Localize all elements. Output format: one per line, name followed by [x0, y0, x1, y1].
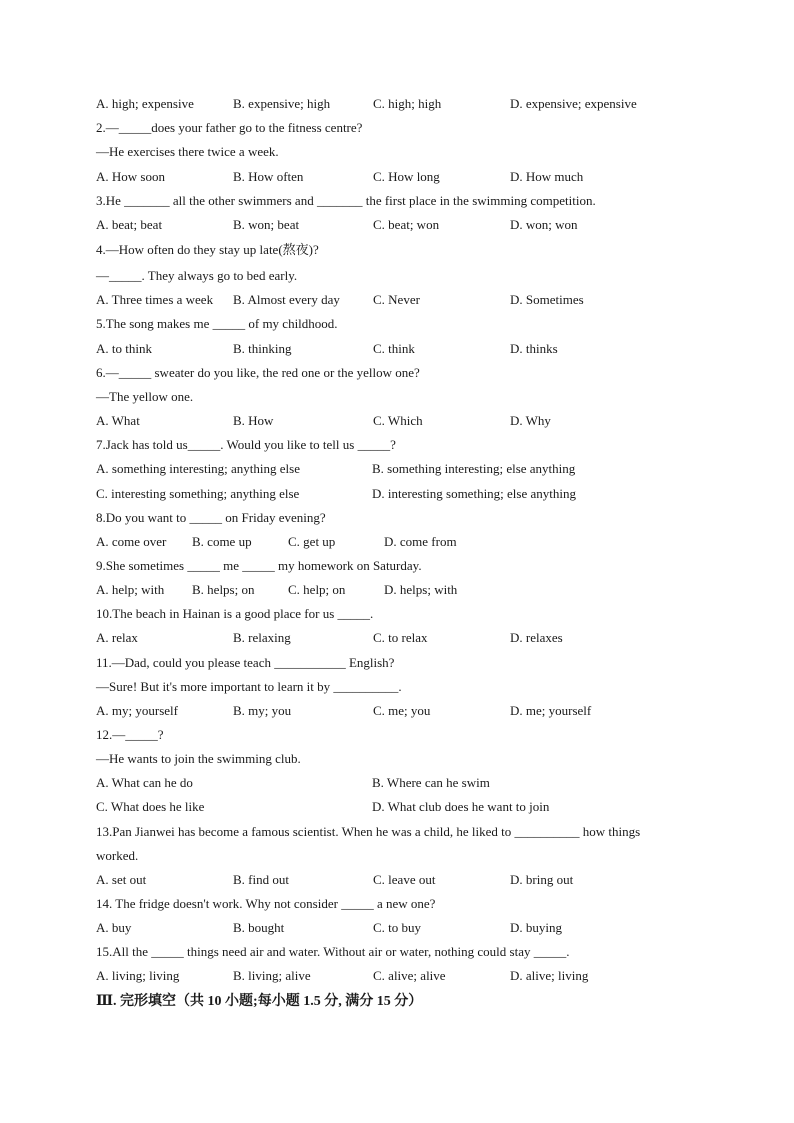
q11-option-c: C. me; you — [373, 703, 431, 718]
q10-option-d: D. relaxes — [510, 630, 563, 645]
q1-option-d: D. expensive; expensive — [510, 96, 637, 111]
q2-option-a: A. How soon — [96, 169, 165, 184]
q5-option-a: A. to think — [96, 341, 152, 356]
q5-option-b: B. thinking — [233, 341, 292, 356]
q4-option-c: C. Never — [373, 292, 420, 307]
q11-stem: 11.—Dad, could you please teach ___________ English? — [96, 655, 395, 670]
q3-stem: 3.He _______ all the other swimmers and _______ the first place in the swimming competition. — [96, 193, 596, 208]
q1-option-b: B. expensive; high — [233, 96, 331, 111]
q13-option-b: B. find out — [233, 872, 289, 887]
q15-option-c: C. alive; alive — [373, 968, 446, 983]
q2-option-b: B. How often — [233, 169, 304, 184]
section-3-heading: Ⅲ. 完形填空（共 10 小题;每小题 1.5 分, 满分 15 分） — [96, 994, 423, 1009]
q14-option-c: C. to buy — [373, 920, 422, 935]
q15-option-b: B. living; alive — [233, 968, 311, 983]
q8-option-b: B. come up — [192, 534, 252, 549]
q15-option-a: A. living; living — [96, 968, 180, 983]
q10-option-a: A. relax — [96, 630, 138, 645]
q5-option-d: D. thinks — [510, 341, 558, 356]
q3-option-d: D. won; won — [510, 217, 578, 232]
q4-option-a: A. Three times a week — [96, 292, 214, 307]
q7-option-d: D. interesting something; else anything — [372, 486, 576, 501]
q12-stem: 12.—_____? — [96, 727, 164, 742]
q7-stem: 7.Jack has told us_____. Would you like to tell us _____? — [96, 437, 396, 452]
q13-stem-continued: worked. — [96, 848, 139, 863]
q9-option-b: B. helps; on — [192, 582, 255, 597]
q9-option-c: C. help; on — [288, 582, 346, 597]
q11-answer: —Sure! But it's more important to learn it by __________. — [96, 679, 402, 694]
q6-option-d: D. Why — [510, 413, 551, 428]
q4-stem: 4.—How often do they stay up late(熬夜)? — [96, 242, 319, 257]
q6-option-a: A. What — [96, 413, 140, 428]
q8-option-c: C. get up — [288, 534, 336, 549]
q12-option-c: C. What does he like — [96, 799, 205, 814]
q1-option-c: C. high; high — [373, 96, 442, 111]
q7-option-a: A. something interesting; anything else — [96, 461, 300, 476]
q2-option-d: D. How much — [510, 169, 584, 184]
q3-option-c: C. beat; won — [373, 217, 440, 232]
q2-stem: 2.—_____does your father go to the fitness centre? — [96, 120, 363, 135]
q14-option-a: A. buy — [96, 920, 132, 935]
q6-answer: —The yellow one. — [96, 389, 194, 404]
q11-option-d: D. me; yourself — [510, 703, 592, 718]
q15-option-d: D. alive; living — [510, 968, 589, 983]
q4-answer: —_____. They always go to bed early. — [96, 268, 298, 283]
q6-option-c: C. Which — [373, 413, 423, 428]
q8-option-a: A. come over — [96, 534, 167, 549]
q1-option-a: A. high; expensive — [96, 96, 194, 111]
q4-option-b: B. Almost every day — [233, 292, 340, 307]
q5-option-c: C. think — [373, 341, 415, 356]
q14-option-b: B. bought — [233, 920, 285, 935]
q10-option-b: B. relaxing — [233, 630, 291, 645]
q8-stem: 8.Do you want to _____ on Friday evening? — [96, 510, 326, 525]
q2-answer: —He exercises there twice a week. — [96, 144, 279, 159]
q8-option-d: D. come from — [384, 534, 457, 549]
q10-stem: 10.The beach in Hainan is a good place for us _____. — [96, 606, 374, 621]
q11-option-b: B. my; you — [233, 703, 292, 718]
q15-stem: 15.All the _____ things need air and water. Without air or water, nothing could stay _____. — [96, 944, 570, 959]
q12-answer: —He wants to join the swimming club. — [96, 751, 301, 766]
q9-option-a: A. help; with — [96, 582, 165, 597]
q7-option-c: C. interesting something; anything else — [96, 486, 300, 501]
q13-stem: 13.Pan Jianwei has become a famous scientist. When he was a child, he liked to __________ how things — [96, 824, 641, 839]
q13-option-c: C. leave out — [373, 872, 436, 887]
q5-stem: 5.The song makes me _____ of my childhood. — [96, 316, 338, 331]
q6-option-b: B. How — [233, 413, 274, 428]
q9-stem: 9.She sometimes _____ me _____ my homework on Saturday. — [96, 558, 422, 573]
q3-option-b: B. won; beat — [233, 217, 300, 232]
q4-option-d: D. Sometimes — [510, 292, 584, 307]
q10-option-c: C. to relax — [373, 630, 428, 645]
q13-option-d: D. bring out — [510, 872, 574, 887]
q11-option-a: A. my; yourself — [96, 703, 178, 718]
q14-option-d: D. buying — [510, 920, 562, 935]
q3-option-a: A. beat; beat — [96, 217, 163, 232]
q12-option-b: B. Where can he swim — [372, 775, 490, 790]
q7-option-b: B. something interesting; else anything — [372, 461, 576, 476]
q9-option-d: D. helps; with — [384, 582, 458, 597]
q14-stem: 14. The fridge doesn't work. Why not consider _____ a new one? — [96, 896, 436, 911]
q12-option-a: A. What can he do — [96, 775, 193, 790]
q6-stem: 6.—_____ sweater do you like, the red one or the yellow one? — [96, 365, 420, 380]
q13-option-a: A. set out — [96, 872, 147, 887]
q2-option-c: C. How long — [373, 169, 440, 184]
q12-option-d: D. What club does he want to join — [372, 799, 550, 814]
